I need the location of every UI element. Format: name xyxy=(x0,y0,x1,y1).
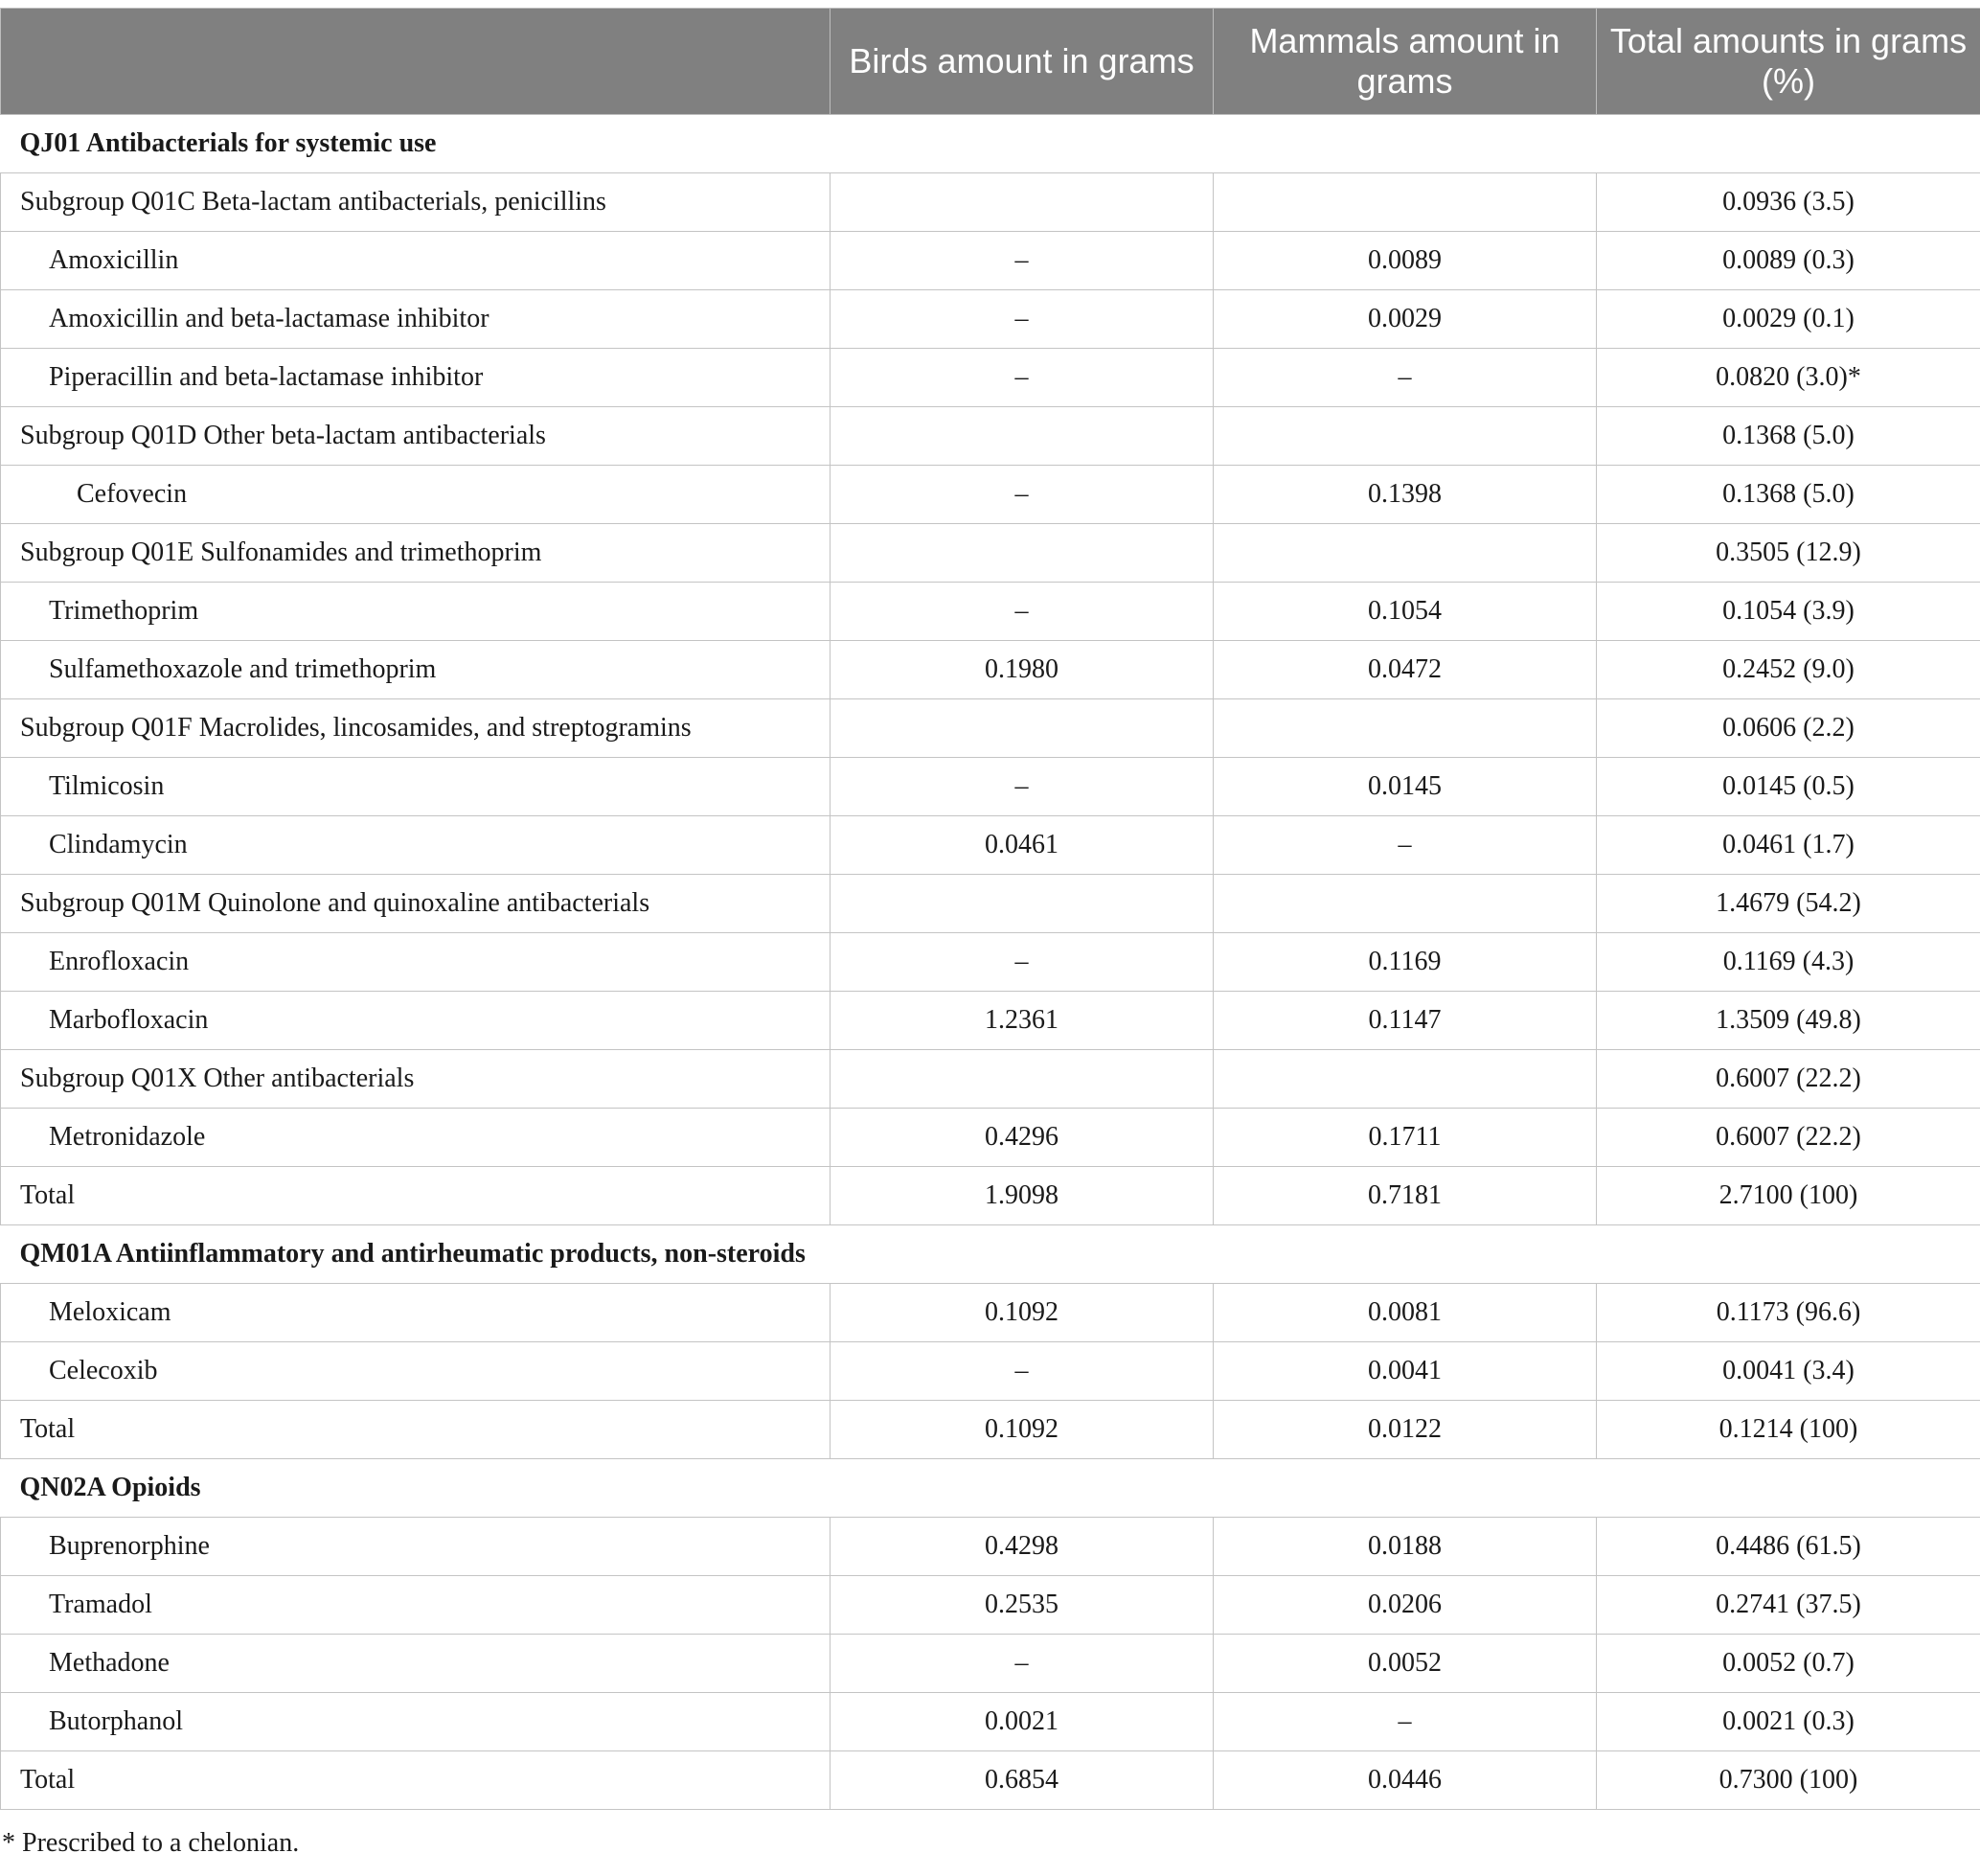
total-value: 0.1214 (100) xyxy=(1597,1401,1980,1459)
table-row xyxy=(1,992,1980,1050)
section-row xyxy=(1,1459,1980,1518)
row-label: Butorphanol xyxy=(1,1693,831,1751)
mammals-value: 0.0081 xyxy=(1214,1284,1597,1342)
row-label: Enrofloxacin xyxy=(1,933,831,992)
total-value: 0.7300 (100) xyxy=(1597,1751,1980,1810)
total-value: 0.1368 (5.0) xyxy=(1597,466,1980,524)
table-row xyxy=(1,816,1980,875)
total-value: 0.0820 (3.0)* xyxy=(1597,349,1980,407)
row-label: Total xyxy=(1,1167,831,1225)
header-row xyxy=(1,9,1980,115)
row-label: Cefovecin xyxy=(1,466,831,524)
mammals-value: 0.0188 xyxy=(1214,1518,1597,1576)
birds-value: 0.0021 xyxy=(831,1693,1214,1751)
total-row xyxy=(1,1167,1980,1225)
row-label: Amoxicillin xyxy=(1,232,831,290)
table-body xyxy=(1,115,1980,1810)
header-mammals: Mammals amount in grams xyxy=(1214,9,1597,115)
total-value: 0.1054 (3.9) xyxy=(1597,583,1980,641)
mammals-value: 0.1711 xyxy=(1214,1109,1597,1167)
subgroup-row xyxy=(1,407,1980,466)
row-label: Subgroup Q01D Other beta-lactam antibacterials xyxy=(1,407,831,466)
birds-value xyxy=(831,1050,1214,1109)
row-label: Celecoxib xyxy=(1,1342,831,1401)
birds-value: 0.6854 xyxy=(831,1751,1214,1810)
mammals-value: 0.1398 xyxy=(1214,466,1597,524)
table-row xyxy=(1,466,1980,524)
table-row xyxy=(1,1635,1980,1693)
row-label: Trimethoprim xyxy=(1,583,831,641)
total-row xyxy=(1,1401,1980,1459)
table-row xyxy=(1,1109,1980,1167)
total-value: 0.1368 (5.0) xyxy=(1597,407,1980,466)
mammals-value: 0.0145 xyxy=(1214,758,1597,816)
birds-value: 0.1092 xyxy=(831,1401,1214,1459)
mammals-value: – xyxy=(1214,816,1597,875)
row-label: Tramadol xyxy=(1,1576,831,1635)
total-value: 2.7100 (100) xyxy=(1597,1167,1980,1225)
mammals-value: 0.0029 xyxy=(1214,290,1597,349)
table-row xyxy=(1,933,1980,992)
drug-usage-table-container xyxy=(0,8,1980,1810)
total-value: 0.0606 (2.2) xyxy=(1597,699,1980,758)
total-value: 0.6007 (22.2) xyxy=(1597,1109,1980,1167)
mammals-value xyxy=(1214,1050,1597,1109)
row-label: Subgroup Q01C Beta-lactam antibacterials, penicillins xyxy=(1,173,831,232)
total-value: 0.0145 (0.5) xyxy=(1597,758,1980,816)
section-title: QN02A Opioids xyxy=(1,1459,1980,1518)
birds-value: 0.1980 xyxy=(831,641,1214,699)
birds-value: 0.4296 xyxy=(831,1109,1214,1167)
row-label: Total xyxy=(1,1401,831,1459)
table-row xyxy=(1,583,1980,641)
birds-value: – xyxy=(831,1635,1214,1693)
mammals-value: – xyxy=(1214,1693,1597,1751)
total-value: 0.2452 (9.0) xyxy=(1597,641,1980,699)
birds-value: – xyxy=(831,758,1214,816)
mammals-value: 0.0052 xyxy=(1214,1635,1597,1693)
birds-value: – xyxy=(831,349,1214,407)
row-label: Sulfamethoxazole and trimethoprim xyxy=(1,641,831,699)
mammals-value: 0.0446 xyxy=(1214,1751,1597,1810)
birds-value xyxy=(831,407,1214,466)
total-value: 0.0021 (0.3) xyxy=(1597,1693,1980,1751)
birds-value xyxy=(831,524,1214,583)
row-label: Tilmicosin xyxy=(1,758,831,816)
birds-value: 0.1092 xyxy=(831,1284,1214,1342)
table-row xyxy=(1,641,1980,699)
total-value: 0.1173 (96.6) xyxy=(1597,1284,1980,1342)
birds-value: – xyxy=(831,933,1214,992)
row-label: Amoxicillin and beta-lactamase inhibitor xyxy=(1,290,831,349)
table-row xyxy=(1,1693,1980,1751)
table-header xyxy=(1,9,1980,115)
mammals-value xyxy=(1214,875,1597,933)
row-label: Methadone xyxy=(1,1635,831,1693)
subgroup-row xyxy=(1,1050,1980,1109)
total-value: 0.0461 (1.7) xyxy=(1597,816,1980,875)
mammals-value: 0.0472 xyxy=(1214,641,1597,699)
row-label: Subgroup Q01F Macrolides, lincosamides, and streptogramins xyxy=(1,699,831,758)
row-label: Marbofloxacin xyxy=(1,992,831,1050)
total-value: 0.1169 (4.3) xyxy=(1597,933,1980,992)
row-label: Piperacillin and beta-lactamase inhibitor xyxy=(1,349,831,407)
total-value: 0.3505 (12.9) xyxy=(1597,524,1980,583)
drug-usage-table xyxy=(0,8,1980,1810)
table-row xyxy=(1,1342,1980,1401)
birds-value: – xyxy=(831,290,1214,349)
birds-value xyxy=(831,699,1214,758)
birds-value: 0.2535 xyxy=(831,1576,1214,1635)
mammals-value xyxy=(1214,699,1597,758)
total-value: 0.0089 (0.3) xyxy=(1597,232,1980,290)
mammals-value xyxy=(1214,407,1597,466)
mammals-value: 0.0089 xyxy=(1214,232,1597,290)
total-value: 0.0936 (3.5) xyxy=(1597,173,1980,232)
birds-value: 1.2361 xyxy=(831,992,1214,1050)
birds-value xyxy=(831,875,1214,933)
row-label: Clindamycin xyxy=(1,816,831,875)
birds-value: – xyxy=(831,583,1214,641)
section-row xyxy=(1,1225,1980,1284)
row-label: Meloxicam xyxy=(1,1284,831,1342)
table-row xyxy=(1,290,1980,349)
total-value: 1.3509 (49.8) xyxy=(1597,992,1980,1050)
mammals-value: 0.0041 xyxy=(1214,1342,1597,1401)
table-row xyxy=(1,758,1980,816)
header-total: Total amounts in grams (%) xyxy=(1597,9,1980,115)
table-row xyxy=(1,1576,1980,1635)
header-birds: Birds amount in grams xyxy=(831,9,1214,115)
birds-value: – xyxy=(831,232,1214,290)
row-label: Buprenorphine xyxy=(1,1518,831,1576)
birds-value: 0.4298 xyxy=(831,1518,1214,1576)
total-value: 0.0029 (0.1) xyxy=(1597,290,1980,349)
mammals-value xyxy=(1214,524,1597,583)
total-value: 0.0052 (0.7) xyxy=(1597,1635,1980,1693)
subgroup-row xyxy=(1,524,1980,583)
total-value: 0.4486 (61.5) xyxy=(1597,1518,1980,1576)
mammals-value: 0.1147 xyxy=(1214,992,1597,1050)
total-row xyxy=(1,1751,1980,1810)
total-value: 1.4679 (54.2) xyxy=(1597,875,1980,933)
table-row xyxy=(1,232,1980,290)
mammals-value: 0.1054 xyxy=(1214,583,1597,641)
subgroup-row xyxy=(1,699,1980,758)
table-row xyxy=(1,349,1980,407)
subgroup-row xyxy=(1,173,1980,232)
row-label: Total xyxy=(1,1751,831,1810)
table-row xyxy=(1,1284,1980,1342)
total-value: 0.2741 (37.5) xyxy=(1597,1576,1980,1635)
mammals-value: 0.1169 xyxy=(1214,933,1597,992)
section-title: QJ01 Antibacterials for systemic use xyxy=(1,115,1980,173)
section-title: QM01A Antiinflammatory and antirheumatic products, non-steroids xyxy=(1,1225,1980,1284)
birds-value: 1.9098 xyxy=(831,1167,1214,1225)
subgroup-row xyxy=(1,875,1980,933)
birds-value: – xyxy=(831,466,1214,524)
mammals-value: 0.0122 xyxy=(1214,1401,1597,1459)
total-value: 0.6007 (22.2) xyxy=(1597,1050,1980,1109)
section-row xyxy=(1,115,1980,173)
total-value: 0.0041 (3.4) xyxy=(1597,1342,1980,1401)
birds-value: 0.0461 xyxy=(831,816,1214,875)
row-label: Subgroup Q01M Quinolone and quinoxaline antibacterials xyxy=(1,875,831,933)
mammals-value: 0.7181 xyxy=(1214,1167,1597,1225)
table-row xyxy=(1,1518,1980,1576)
footnote: * Prescribed to a chelonian. xyxy=(2,1828,300,1858)
header-blank-cell xyxy=(1,9,831,115)
birds-value xyxy=(831,173,1214,232)
row-label: Metronidazole xyxy=(1,1109,831,1167)
birds-value: – xyxy=(831,1342,1214,1401)
row-label: Subgroup Q01X Other antibacterials xyxy=(1,1050,831,1109)
row-label: Subgroup Q01E Sulfonamides and trimethoprim xyxy=(1,524,831,583)
mammals-value xyxy=(1214,173,1597,232)
mammals-value: – xyxy=(1214,349,1597,407)
mammals-value: 0.0206 xyxy=(1214,1576,1597,1635)
